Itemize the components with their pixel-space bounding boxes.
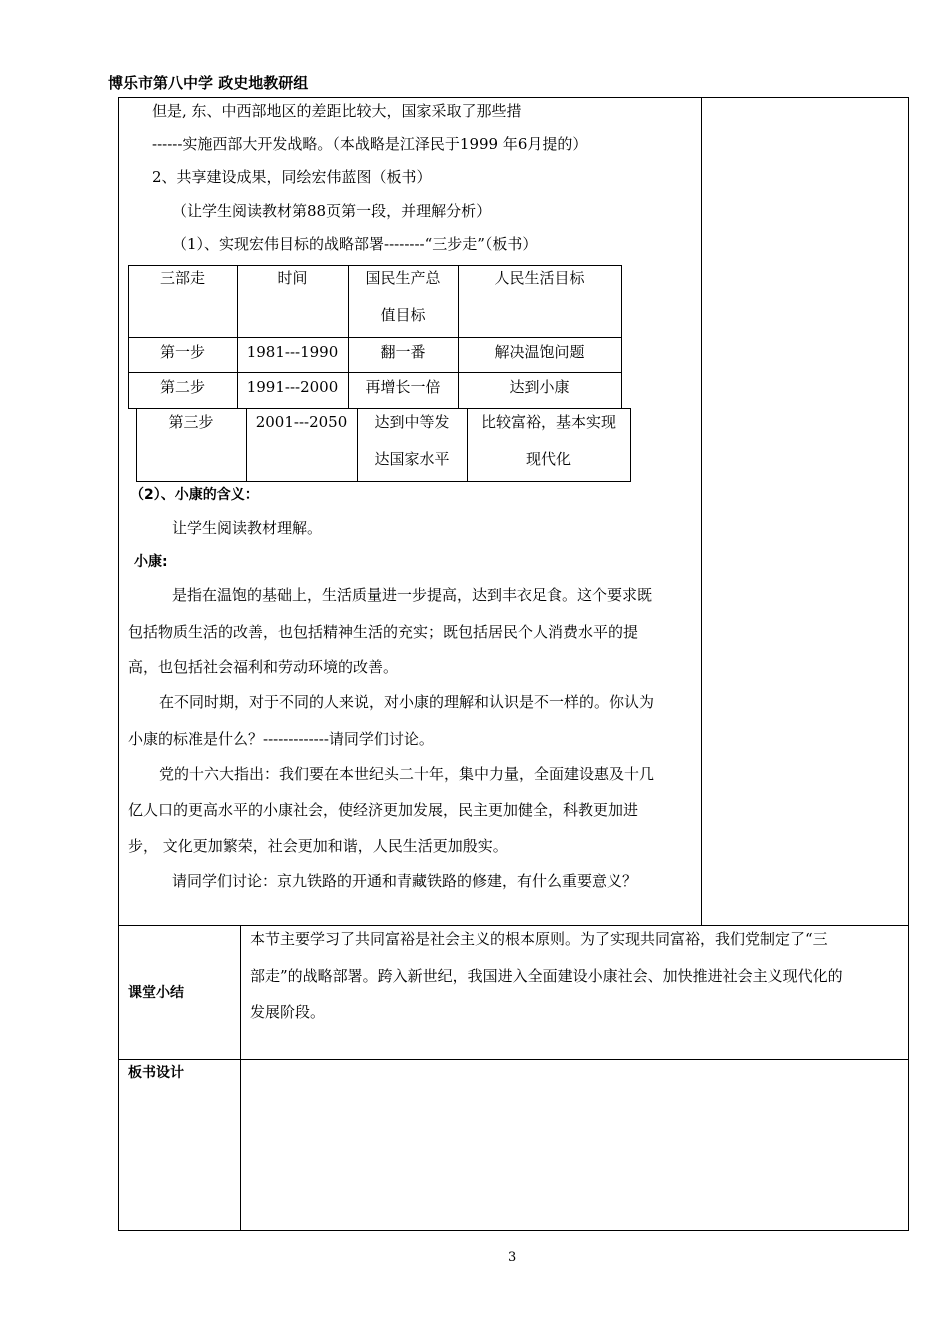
frame-section-divider-1	[118, 925, 909, 926]
table-header-gdp-line1: 国民生产总	[365, 269, 441, 287]
table-line	[630, 408, 631, 482]
frame-inner-divider	[701, 97, 702, 925]
para3-line3: 步， 文化更加繁荣，社会更加和谐，人民生活更加殷实。	[128, 837, 508, 855]
frame-section-divider-2	[118, 1059, 909, 1060]
content-line-5: （1）、实现宏伟目标的战略部署--------“三步走”（板书）	[172, 235, 538, 253]
para1-line1: 是指在温饱的基础上，生活质量进一步提高，达到丰衣足食。这个要求既	[172, 586, 653, 604]
content-line-3: 2、共享建设成果，同绘宏伟蓝图（板书）	[152, 168, 432, 186]
frame-left-border	[118, 97, 119, 1231]
para4-line: 请同学们讨论：京九铁路的开通和青藏铁路的修建，有什么重要意义？	[172, 872, 638, 890]
xiaokang-heading: （2）、小康的含义：	[130, 487, 259, 503]
table-cell: 比较富裕，基本实现	[480, 413, 616, 431]
table-header-time: 时间	[277, 269, 308, 287]
frame-bottom-border	[118, 1230, 909, 1231]
table-line	[136, 481, 630, 482]
table-cell: 第三步	[168, 413, 214, 431]
frame-top-border	[118, 97, 909, 98]
frame-label-divider	[240, 925, 241, 1230]
para2-line2: 小康的标准是什么？-------------请同学们讨论。	[128, 730, 434, 748]
page-header: 博乐市第八中学 政史地教研组	[108, 74, 309, 92]
xiaokang-read: 让学生阅读教材理解。	[172, 519, 323, 537]
summary-label: 课堂小结	[128, 985, 184, 1001]
table-cell: 1991---2000	[246, 378, 339, 396]
board-design-label: 板书设计	[128, 1065, 184, 1081]
table-cell: 解决温饱问题	[494, 343, 585, 361]
table-cell: 第二步	[159, 378, 205, 396]
summary-line-2: 部走”的战略部署。跨入新世纪，我国进入全面建设小康社会、加快推进社会主义现代化的	[250, 967, 843, 985]
table-cell: 达到中等发	[374, 413, 450, 431]
table-header-life: 人民生活目标	[494, 269, 585, 287]
xiaokang-label: 小康:	[134, 554, 168, 570]
para3-line2: 亿人口的更高水平的小康社会，使经济更加发展，民主更加健全，科教更加进	[128, 801, 639, 819]
table-header-step: 三部走	[159, 269, 205, 287]
content-line-1: 但是, 东、中西部地区的差距比较大，国家采取了那些措	[152, 102, 522, 120]
summary-line-1: 本节主要学习了共同富裕是社会主义的根本原则。为了实现共同富裕，我们党制定了“三	[250, 930, 828, 948]
content-line-2: ------实施西部大开发战略。（本战略是江泽民于1999 年6月提的）	[152, 135, 588, 153]
table-cell: 1981---1990	[246, 343, 339, 361]
table-line	[621, 265, 622, 409]
table-cell: 第一步	[159, 343, 205, 361]
table-cell: 翻一番	[380, 343, 426, 361]
frame-right-border	[908, 97, 909, 1231]
para2-line1: 在不同时期，对于不同的人来说，对小康的理解和认识是不一样的。你认为	[159, 693, 655, 711]
table-cell: 再增长一倍	[365, 378, 441, 396]
table-cell: 达到小康	[509, 378, 570, 396]
para1-line3: 高，也包括社会福利和劳动环境的改善。	[128, 658, 399, 676]
table-cell: 现代化	[525, 450, 571, 468]
content-line-4: （让学生阅读教材第88页第一段，并理解分析）	[172, 202, 492, 220]
summary-line-3: 发展阶段。	[250, 1003, 326, 1021]
table-cell: 达国家水平	[374, 450, 450, 468]
table-header-gdp-line2: 值目标	[380, 306, 426, 324]
page-number: 3	[508, 1250, 517, 1265]
para3-line1: 党的十六大指出：我们要在本世纪头二十年，集中力量，全面建设惠及十几	[159, 765, 655, 783]
para1-line2: 包括物质生活的改善，也包括精神生活的充实；既包括居民个人消费水平的提	[128, 623, 639, 641]
table-cell: 2001---2050	[255, 413, 348, 431]
